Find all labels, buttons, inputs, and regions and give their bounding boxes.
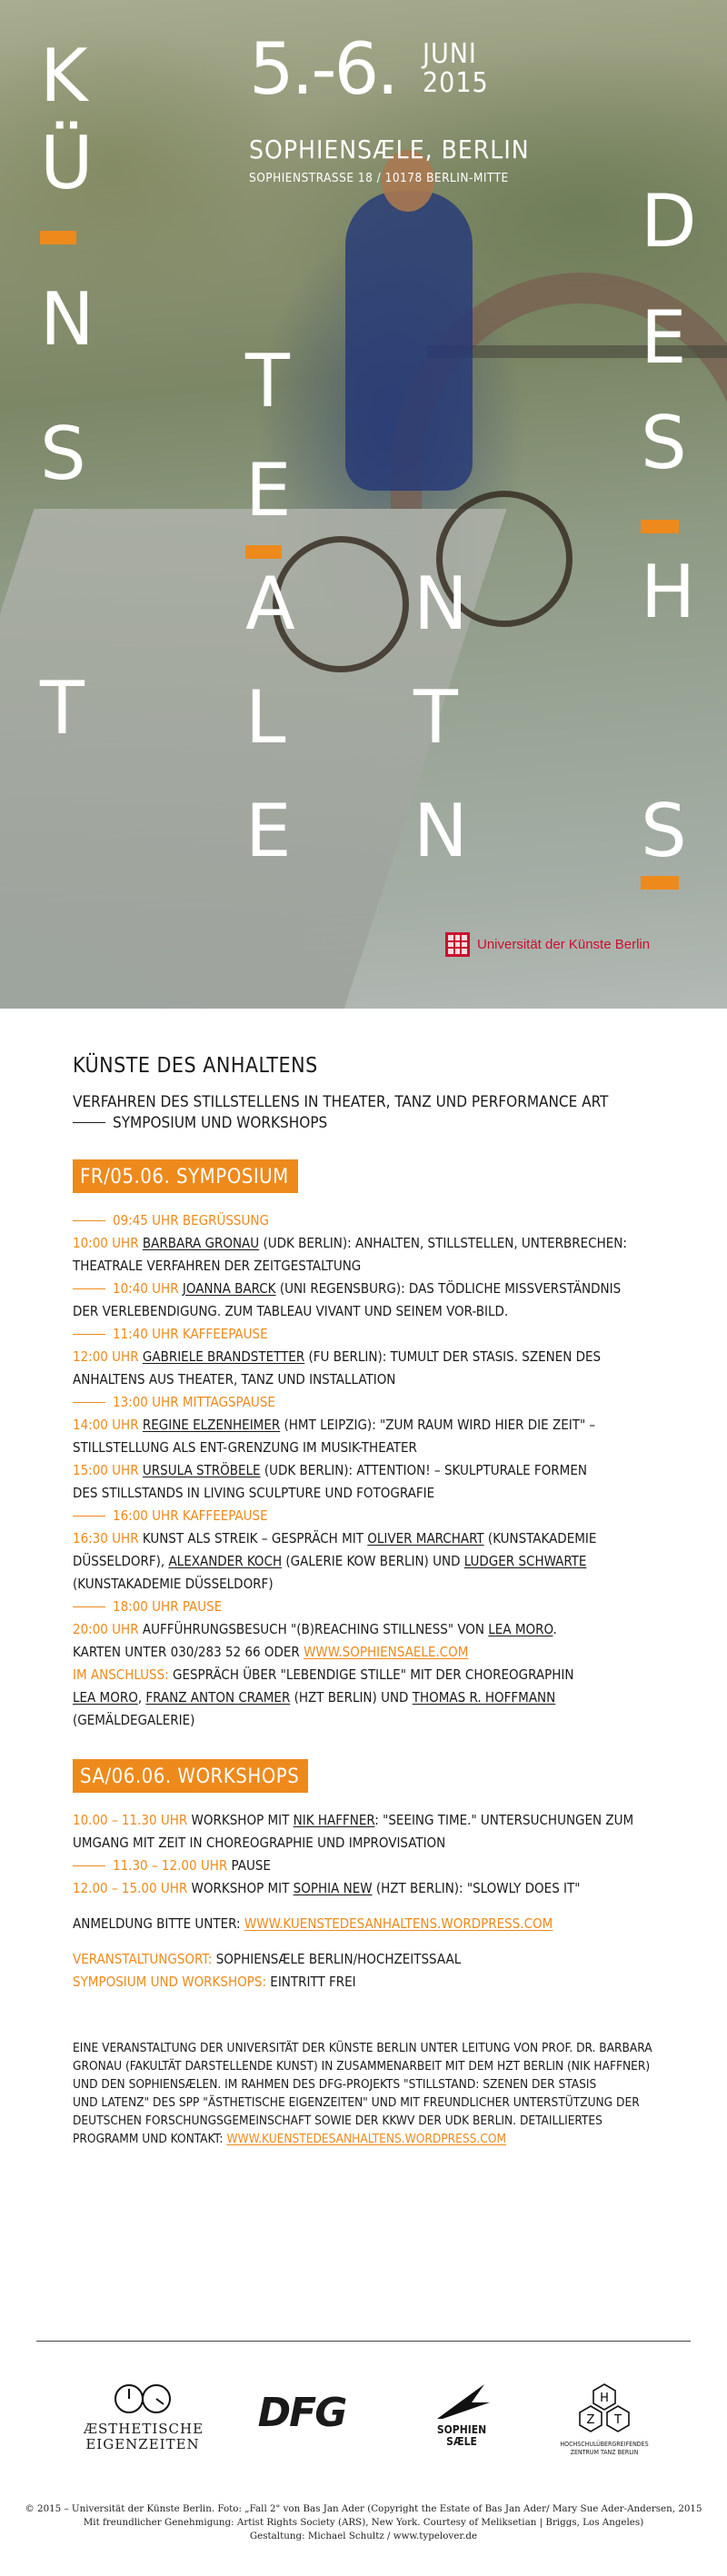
friday-schedule: [73, 1209, 654, 1732]
schedule-item-cont: THEATRALE VERFAHREN DER ZEITGESTALTUNG: [73, 1257, 362, 1274]
speaker-name: LEA MORO: [488, 1620, 553, 1637]
schedule-item-cont: DER VERLEBENDIGUNG. ZUM TABLEAU VIVANT UND SEINEM VOR-BILD.: [73, 1302, 509, 1319]
image-credits: © 2015 – Universität der Künste Berlin. Foto: „Fall 2" von Bas Jan Ader (Copyright the Estate of Bas Jan Ader/ Mary Sue Ader-Andersen, 2015 Mit freundlicher Genehmigung: Artist Rights Society (ARS), New York. Courtesy of Meliksetian | Briggs, Los Angeles) Gestaltung: Michael Schultz / www.typelover.de: [25, 2503, 702, 2541]
friday-heading: FR/05.06. SYMPOSIUM: [73, 1159, 298, 1193]
speaker-name: OLIVER MARCHART: [367, 1529, 484, 1547]
hzt-logo: H Z T HOCHSCHULÜBERGREIFENDES ZENTRUM TANZ BERLIN: [550, 2381, 659, 2457]
dash-icon: [73, 1402, 105, 1403]
schedule-item: 12.00 – 15.00 UHR WORKSHOP MIT SOPHIA NEW (HZT BERLIN): "SLOWLY DOES IT": [73, 1879, 581, 1896]
hero-letter: N: [413, 789, 466, 873]
partner-logos: [36, 2381, 691, 2490]
event-title: KÜNSTE DES ANHALTENS: [73, 1054, 318, 1078]
dash-icon: [73, 1334, 105, 1335]
schedule-item: 18:00 UHR PAUSE: [73, 1596, 654, 1618]
event-date-days: 5.-6.: [249, 29, 396, 111]
schedule-item: 12:00 UHR GABRIELE BRANDSTETTER (FU BERLIN): TUMULT DER STASIS. SZENEN DES: [73, 1348, 602, 1365]
event-subtitle: VERFAHREN DES STILLSTELLENS IN THEATER, TANZ UND PERFORMANCE ART: [73, 1093, 609, 1111]
registration-link[interactable]: WWW.KUENSTEDESANHALTENS.WORDPRESS.COM: [244, 1915, 553, 1932]
schedule-item-cont: DÜSSELDORF), ALEXANDER KOCH (GALERIE KOW BERLIN) UND LUDGER SCHWARTE: [73, 1552, 587, 1569]
saturday-section: [73, 1759, 654, 1994]
hero-letter: E: [641, 295, 685, 380]
hzt-letter-h: H: [600, 2392, 609, 2405]
event-year: 2015: [423, 66, 489, 99]
hero-letter: S: [641, 401, 685, 485]
hero-letter: E: [245, 448, 290, 532]
schedule-item: IM ANSCHLUSS: GESPRÄCH ÜBER "LEBENDIGE STILLE" MIT DER CHOREOGRAPHIN: [73, 1666, 574, 1683]
schedule-item-cont: STILLSTELLUNG ALS ENT-GRENZUNG IM MUSIK-THEATER: [73, 1438, 417, 1456]
accent-bar: [245, 545, 282, 559]
venue-name: SOPHIENSÆLE, BERLIN: [249, 134, 530, 164]
friday-section: [73, 1159, 654, 1732]
schedule-item: 11:40 UHR KAFFEEPAUSE: [73, 1323, 654, 1346]
sophiensaele-logo: SOPHIEN SÆLE: [416, 2382, 507, 2448]
schedule-item: 20:00 UHR AUFFÜHRUNGSBESUCH "(B)REACHING STILLNESS" VON LEA MORO.: [73, 1620, 557, 1637]
hero-letter: S: [40, 412, 85, 496]
entry-line: SYMPOSIUM UND WORKSHOPS: EINTRITT FREI: [73, 1973, 356, 1990]
hero-poster: [0, 0, 727, 1009]
accent-bar: [641, 876, 679, 890]
hero-letter: H: [641, 550, 694, 634]
schedule-item: 10:00 UHR BARBARA GRONAU (UDK BERLIN): ANHALTEN, STILLSTELLEN, UNTERBRECHEN:: [73, 1234, 627, 1251]
sophiensaele-link[interactable]: WWW.SOPHIENSAELE.COM: [304, 1643, 469, 1660]
saturday-heading: SA/06.06. WORKSHOPS: [73, 1759, 308, 1793]
schedule-item-cont: LEA MORO, FRANZ ANTON CRAMER (HZT BERLIN) UND THOMAS R. HOFFMANN: [73, 1688, 556, 1706]
speaker-name: JOANNA BARCK: [182, 1279, 276, 1297]
speaker-name: BARBARA GRONAU: [142, 1234, 260, 1251]
accent-bar: [641, 520, 679, 533]
speaker-name: NIK HAFFNER: [293, 1811, 375, 1828]
program-link[interactable]: WWW.KUENSTEDESANHALTENS.WORDPRESS.COM: [226, 2131, 507, 2146]
speaker-name: THOMAS R. HOFFMANN: [412, 1688, 556, 1706]
schedule-item: 14:00 UHR REGINE ELZENHEIMER (HMT LEIPZIG): "ZUM RAUM WIRD HIER DIE ZEIT" –: [73, 1416, 596, 1433]
sophiensaele-mark-icon: [430, 2382, 493, 2421]
udk-logo: [445, 932, 650, 957]
speaker-name: GABRIELE BRANDSTETTER: [142, 1348, 305, 1365]
hero-letter: K: [40, 34, 86, 118]
dash-icon: [73, 1516, 105, 1517]
saturday-schedule: [73, 1809, 654, 1900]
schedule-item: 11.30 – 12.00 UHR PAUSE: [73, 1855, 654, 1877]
organizer-note: EINE VERANSTALTUNG DER UNIVERSITÄT DER KÜNSTE BERLIN UNTER LEITUNG VON PROF. DR. BARBARA GRONAU (FAKULTÄT DARSTELLENDE KUNST) IN ZUSAMMENARBEIT MIT DEM HZT BERLIN (NIK HAFFNER) UND DEN SOPHIENSÆLEN. IM RAHMEN DES DFG-PROJEKTS "STILLSTAND: SZENEN DER STASIS UND LATENZ" DES SPP "ÄSTHETISCHE EIGENZEITEN" UND MIT FREUNDLICHER UNTERSTÜTZUNG DER DEUTSCHEN FORSCHUNGSGEMEINSCHAFT SOWIE DER KKWV DER UDK BERLIN. DETAILLIERTES PROGRAMM UND KONTAKT: WWW.KUENSTEDESANHALTENS.WORDPRESS.COM: [73, 2040, 652, 2146]
schedule-item: 16:00 UHR KAFFEEPAUSE: [73, 1505, 654, 1527]
hero-letter: T: [40, 666, 83, 751]
hero-letter: S: [641, 789, 685, 873]
program-content: [73, 1054, 654, 2148]
schedule-item-cont: ANHALTENS AUS THEATER, TANZ UND INSTALLATION: [73, 1370, 396, 1387]
dash-icon: [73, 1122, 105, 1123]
hzt-hexagon-icon: [563, 2381, 645, 2437]
hero-letter: N: [413, 562, 466, 646]
udk-mark-icon: [445, 932, 470, 957]
hero-letter: T: [413, 675, 456, 760]
speaker-name: URSULA STRÖBELE: [142, 1461, 261, 1478]
hero-letter: D: [641, 179, 695, 264]
venue-line: VERANSTALTUNGSORT: SOPHIENSÆLE BERLIN/HOCHZEITSSAAL: [73, 1950, 462, 1967]
event-subtitle-2: SYMPOSIUM UND WORKSHOPS: [73, 1113, 654, 1134]
udk-name: Universität der Künste Berlin: [477, 937, 651, 952]
hero-letter: E: [245, 789, 290, 873]
hzt-letter-z: Z: [586, 2413, 595, 2427]
speaker-name: LEA MORO: [73, 1688, 138, 1706]
clocks-icon: [111, 2382, 174, 2415]
aesthetische-eigenzeiten-logo: ÆSTHETISCHE EIGENZEITEN: [84, 2382, 202, 2452]
schedule-item: 10.00 – 11.30 UHR WORKSHOP MIT NIK HAFFNER: "SEEING TIME." UNTERSUCHUNGEN ZUM: [73, 1811, 634, 1828]
hero-letter: A: [245, 562, 294, 646]
dash-icon: [73, 1606, 105, 1607]
schedule-item: 09:45 UHR BEGRÜSSUNG: [73, 1209, 654, 1232]
event-month: JUNI: [423, 38, 477, 70]
dash-icon: [73, 1865, 105, 1866]
schedule-item-cont: KARTEN UNTER 030/283 52 66 ODER WWW.SOPHIENSAELE.COM: [73, 1643, 469, 1660]
registration-line: ANMELDUNG BITTE UNTER: WWW.KUENSTEDESANHALTENS.WORDPRESS.COM: [73, 1915, 553, 1932]
dfg-logo: DFG: [257, 2390, 346, 2436]
dash-icon: [73, 1288, 105, 1289]
venue-address: SOPHIENSTRASSE 18 / 10178 BERLIN-MITTE: [249, 171, 509, 185]
speaker-name: FRANZ ANTON CRAMER: [145, 1688, 291, 1706]
hero-letter: N: [40, 277, 93, 362]
hero-letter: T: [245, 339, 288, 423]
schedule-item: 10:40 UHR JOANNA BARCK (UNI REGENSBURG): DAS TÖDLICHE MISSVERSTÄNDNIS: [73, 1278, 654, 1300]
dash-icon: [73, 1220, 105, 1221]
schedule-item-cont: (KUNSTAKADEMIE DÜSSELDORF): [73, 1575, 274, 1592]
photo-figure: [345, 191, 473, 491]
schedule-item: 16:30 UHR KUNST ALS STREIK – GESPRÄCH MIT OLIVER MARCHART (KUNSTAKADEMIE: [73, 1529, 597, 1547]
hzt-letter-t: T: [614, 2413, 622, 2427]
speaker-name: ALEXANDER KOCH: [168, 1552, 283, 1569]
event-date-month-year: [423, 40, 489, 97]
schedule-item: 15:00 UHR URSULA STRÖBELE (UDK BERLIN): ATTENTION! – SKULPTURALE FORMEN: [73, 1461, 587, 1478]
hero-letter: Ü: [40, 121, 92, 205]
speaker-name: LUDGER SCHWARTE: [463, 1552, 587, 1569]
divider: [36, 2341, 691, 2342]
schedule-item: 13:00 UHR MITTAGSPAUSE: [73, 1391, 654, 1414]
schedule-item-cont: (GEMÄLDEGALERIE): [73, 1711, 195, 1728]
speaker-name: SOPHIA NEW: [293, 1879, 373, 1896]
hero-letter: L: [245, 675, 284, 760]
accent-bar: [40, 231, 76, 244]
speaker-name: REGINE ELZENHEIMER: [142, 1416, 281, 1433]
schedule-item-cont: DES STILLSTANDS IN LIVING SCULPTURE UND FOTOGRAFIE: [73, 1484, 435, 1501]
schedule-item-cont: UMGANG MIT ZEIT IN CHOREOGRAPHIE UND IMPROVISATION: [73, 1834, 446, 1851]
